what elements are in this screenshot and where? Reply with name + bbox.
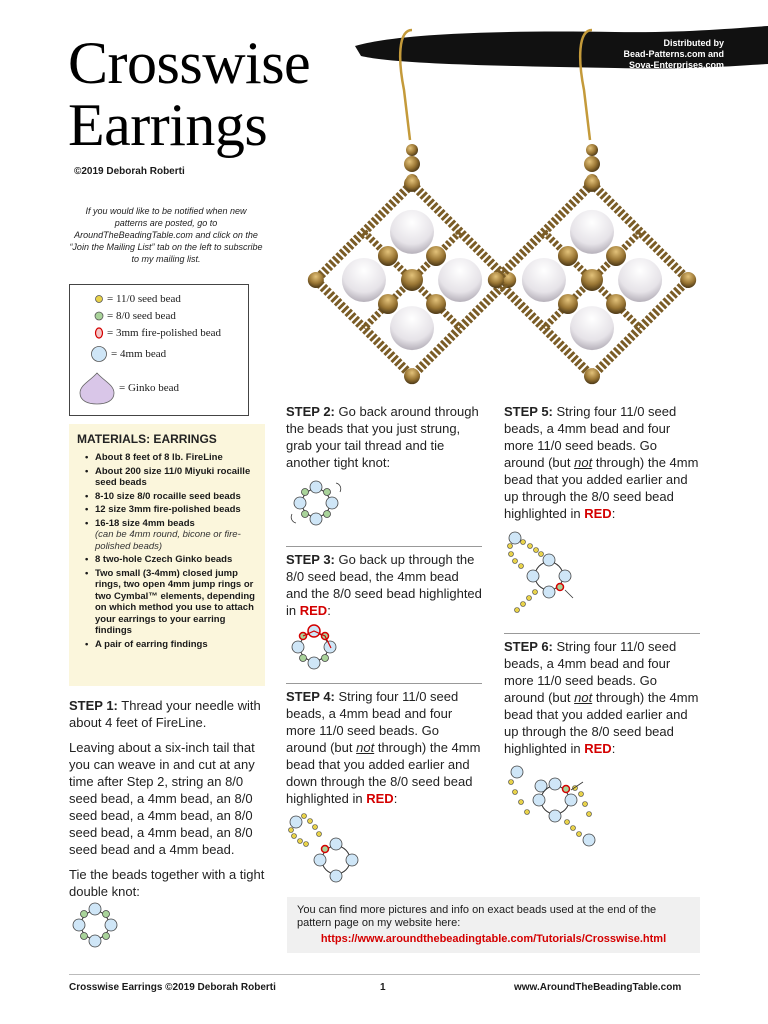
tutorial-link[interactable]: https://www.aroundthebeadingtable.com/Tutorials/Crosswise.html xyxy=(320,933,667,945)
step-6-diagram xyxy=(505,760,605,854)
ginko-bead-icon xyxy=(78,371,116,405)
divider xyxy=(504,633,700,634)
list-item: • About 8 feet of 8 lb. FireLine xyxy=(87,452,257,464)
bead-legend xyxy=(69,284,249,416)
step-3: STEP 3: Go back up through the 8/0 seed bead, the 4mm bead and the 8/0 seed bead highlighted in RED: xyxy=(286,552,482,618)
list-item: • 8-10 size 8/0 rocaille seed beads xyxy=(87,491,257,503)
legend-item-ginko: = Ginko bead xyxy=(78,371,179,405)
earrings-photo xyxy=(330,30,700,400)
legend-item-4mm: = 4mm bead xyxy=(90,345,166,363)
page-title xyxy=(68,32,310,156)
distributor-note: Distributed by Bead-Patterns.com and Sova-Enterprises.com xyxy=(623,38,724,70)
seed-bead-11-0-icon xyxy=(94,294,104,304)
title-line-2: Earrings xyxy=(68,92,268,158)
page-number: 1 xyxy=(380,982,386,993)
step-2-diagram xyxy=(288,478,344,528)
divider xyxy=(286,546,482,547)
copyright: ©2019 Deborah Roberti xyxy=(74,166,185,177)
step-2: STEP 2: Go back around through the beads that you just strung, grab your tail thread and tie another tight knot: xyxy=(286,404,479,470)
materials-box xyxy=(69,424,265,686)
step-1-diagram xyxy=(72,902,118,948)
list-item: • A pair of earring findings xyxy=(87,639,257,651)
step-4-diagram xyxy=(288,808,364,884)
legend-item-3mm: = 3mm fire-polished bead xyxy=(94,327,221,339)
legend-item-8-0: = 8/0 seed bead xyxy=(94,310,176,322)
round-bead-4mm-icon xyxy=(90,345,108,363)
list-item: • About 200 size 11/0 Miyuki rocaille seed beads xyxy=(87,466,257,489)
step-6: STEP 6: String four 11/0 seed beads, a 4mm bead and four more 11/0 seed beads. Go around (but not through) the 4mm bead that you added earlier and up through the 8/0 seed bead highlighted in RED: xyxy=(504,639,699,756)
footer-left: Crosswise Earrings ©2019 Deborah Roberti xyxy=(69,982,276,993)
seed-bead-8-0-icon xyxy=(94,311,104,321)
title-line-1: Crosswise xyxy=(68,30,311,96)
step-5: STEP 5: String four 11/0 seed beads, a 4mm bead and four more 11/0 seed beads. Go around (but not through) the 4mm bead that you added earlier and up through the 8/0 seed bead highlighted in RED: xyxy=(504,404,699,521)
legend-item-11-0: = 11/0 seed bead xyxy=(94,293,181,305)
step-3-diagram xyxy=(286,622,342,672)
divider xyxy=(286,683,482,684)
mailing-list-note: If you would like to be notified when new patterns are posted, go to AroundTheBeadingTable.com and click on the “Join the Mailing List” tab on the left to subscribe to my mailing list. xyxy=(69,206,263,264)
step-5-diagram xyxy=(505,528,585,620)
materials-heading: MATERIALS: EARRINGS xyxy=(77,432,217,446)
materials-list xyxy=(77,452,257,650)
footer-divider xyxy=(69,974,700,975)
website-info-text: You can find more pictures and info on exact beads used at the end of the pattern page on my website here: xyxy=(297,904,657,929)
list-item: • Two small (3-4mm) closed jump rings, two open 4mm jump rings or two Cymbal™ elements, depending on which method you use to attach your earrings to your earring findings xyxy=(87,568,257,637)
step-4: STEP 4: String four 11/0 seed beads, a 4mm bead and four more 11/0 seed beads. Go around (but not through) the 4mm bead that you added earlier and down through the 8/0 seed bead highlighted in RED: xyxy=(286,689,481,806)
list-item: • 16-18 size 4mm beads (can be 4mm round, bicone or fire-polished beads) xyxy=(87,518,257,553)
list-item: • 12 size 3mm fire-polished beads xyxy=(87,504,257,516)
website-info-box xyxy=(287,897,700,953)
fire-polished-bead-icon xyxy=(94,327,104,339)
footer-website[interactable]: www.AroundTheBeadingTable.com xyxy=(514,982,682,993)
list-item: • 8 two-hole Czech Ginko beads xyxy=(87,554,257,566)
step-1: STEP 1: Thread your needle with about 4 feet of FireLine. Leaving about a six-inch tail that you can weave in and cut at any time after Step 2, string an 8/0 seed bead, a 4mm bead, an 8/0 seed bead, a 4mm bead, an 8/0 seed bead, a 4mm bead, an 8/0 seed bead and a 4mm bead. Tie the beads together with a tight double knot: xyxy=(69,698,265,899)
